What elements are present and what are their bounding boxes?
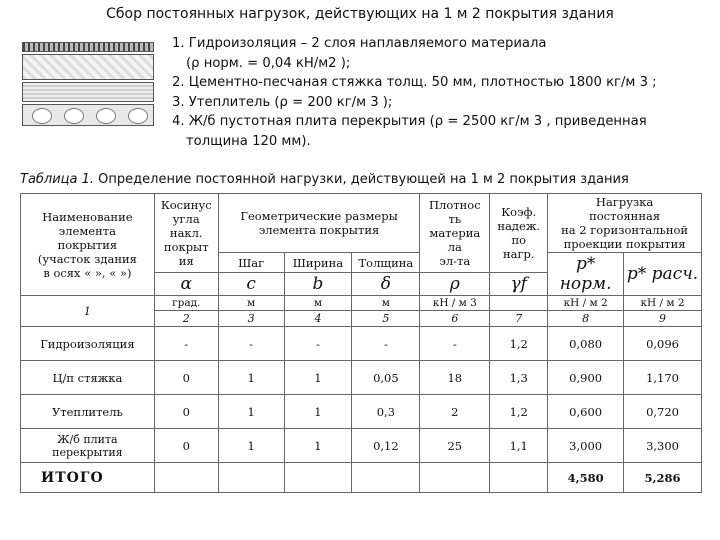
cell: 1	[218, 429, 284, 463]
cell: -	[284, 327, 352, 361]
slab-void-graphic	[64, 108, 84, 124]
unit-cell: м	[352, 296, 420, 311]
cell: 0,080	[548, 327, 624, 361]
cell: 1	[218, 395, 284, 429]
loads-table	[20, 193, 702, 493]
cell: 1	[284, 395, 352, 429]
layer-1-line1: 1. Гидроизоляция – 2 слоя наплавляемого материала	[172, 36, 547, 51]
layer-3-line1: 3. Утеплитель (ρ = 200 кг/м 3 );	[172, 94, 393, 110]
total-row	[21, 463, 702, 493]
cell: 0,720	[624, 395, 702, 429]
cell: -	[218, 327, 284, 361]
unit-cell: град.	[154, 296, 218, 311]
cell: 18	[420, 361, 490, 395]
cell: 0,3	[352, 395, 420, 429]
column-number: 9	[624, 311, 702, 327]
layer-4-line1: 4. Ж/б пустотная плита перекрытия (ρ = 2500 кг/м 3 , приведенная	[172, 114, 647, 129]
total-label: ИТОГО	[21, 463, 155, 493]
column-number: 7	[490, 311, 548, 327]
layer-2-line1: 2. Цементно-песчаная стяжка толщ. 50 мм, плотностью 1800 кг/м 3 ;	[172, 75, 657, 90]
header-density: Плотнос ть материа ла эл-та	[420, 194, 490, 273]
cell: 3,000	[548, 429, 624, 463]
cell: 0	[154, 429, 218, 463]
header-width: Ширина	[284, 253, 352, 273]
insulation-layer-graphic	[22, 82, 154, 102]
cell: 1,1	[490, 429, 548, 463]
cell: 1,2	[490, 395, 548, 429]
cell: 0,12	[352, 429, 420, 463]
header-load: Нагрузка постоянная на 2 горизонтальной проекции покрытия	[548, 194, 702, 253]
cell: -	[352, 327, 420, 361]
unit-cell: кН / м 2	[624, 296, 702, 311]
cell: 1,3	[490, 361, 548, 395]
cell: Гидроизоляция	[21, 327, 155, 361]
table-row	[21, 395, 702, 429]
slab-void-graphic	[128, 108, 148, 124]
header-geometry: Геометрические размеры элемента покрытия	[218, 194, 420, 253]
cell: Ц/п стяжка	[21, 361, 155, 395]
table-caption-label: Таблица 1.	[20, 172, 95, 187]
table-row	[21, 361, 702, 395]
header-coefficient-symbol: γf	[490, 273, 548, 296]
unit-cell: м	[218, 296, 284, 311]
layer-4-line2: толщина 120 мм).	[186, 133, 311, 149]
table-row	[21, 327, 702, 361]
unit-cell: кН / м 3	[420, 296, 490, 311]
cell: 0,600	[548, 395, 624, 429]
header-name: Наименование элемента покрытия (участок здания в осях « », « »)	[21, 194, 155, 296]
table-row	[21, 429, 702, 463]
cell: 0	[154, 361, 218, 395]
cell: Утеплитель	[21, 395, 155, 429]
cell: 1	[284, 361, 352, 395]
layers-list	[172, 34, 717, 151]
cell: 1	[218, 361, 284, 395]
table-caption-text: Определение постоянной нагрузки, действующей на 1 м 2 покрытия здания	[94, 172, 629, 187]
header-width-symbol: b	[284, 273, 352, 296]
cell: 0	[154, 395, 218, 429]
header-coefficient: Коэф. надеж. по нагр.	[490, 194, 548, 273]
cell: 25	[420, 429, 490, 463]
column-number: 4	[284, 311, 352, 327]
header-angle: Косинус угла накл. покрыт ия	[154, 194, 218, 273]
layer-1-line2: (ρ норм. = 0,04 кН/м2 );	[186, 55, 351, 71]
unit-cell: м	[284, 296, 352, 311]
header-thickness-symbol: δ	[352, 273, 420, 296]
cell: 2	[420, 395, 490, 429]
column-number: 6	[420, 311, 490, 327]
cell: 1	[284, 429, 352, 463]
header-load-norm-symbol: p* норм.	[548, 253, 624, 296]
slab-void-graphic	[32, 108, 52, 124]
table-caption	[20, 172, 720, 187]
header-step: Шаг	[218, 253, 284, 273]
cell: 0,05	[352, 361, 420, 395]
total-calc: 5,286	[624, 463, 702, 493]
cell: 3,300	[624, 429, 702, 463]
total-norm: 4,580	[548, 463, 624, 493]
cell: -	[420, 327, 490, 361]
column-number: 5	[352, 311, 420, 327]
screed-layer-graphic	[22, 54, 154, 80]
cell: 1,170	[624, 361, 702, 395]
cell: 0,900	[548, 361, 624, 395]
header-density-symbol: ρ	[420, 273, 490, 296]
header-step-symbol: c	[218, 273, 284, 296]
header-angle-symbol: α	[154, 273, 218, 296]
page-title: Сбор постоянных нагрузок, действующих на 1 м 2 покрытия здания	[106, 6, 614, 22]
roof-layers-illustration	[22, 42, 154, 126]
cell: Ж/б плита перекрытия	[21, 429, 155, 463]
waterproofing-layer-graphic	[22, 42, 154, 52]
cell: -	[154, 327, 218, 361]
cell: 0,096	[624, 327, 702, 361]
unit-cell: кН / м 2	[548, 296, 624, 311]
header-load-calc-symbol: p* расч.	[624, 253, 702, 296]
cell: 1,2	[490, 327, 548, 361]
column-number: 8	[548, 311, 624, 327]
header-thickness: Толщина	[352, 253, 420, 273]
column-number: 3	[218, 311, 284, 327]
slab-void-graphic	[96, 108, 116, 124]
column-number: 2	[154, 311, 218, 327]
column-number: 1	[21, 296, 155, 327]
unit-cell	[490, 296, 548, 311]
